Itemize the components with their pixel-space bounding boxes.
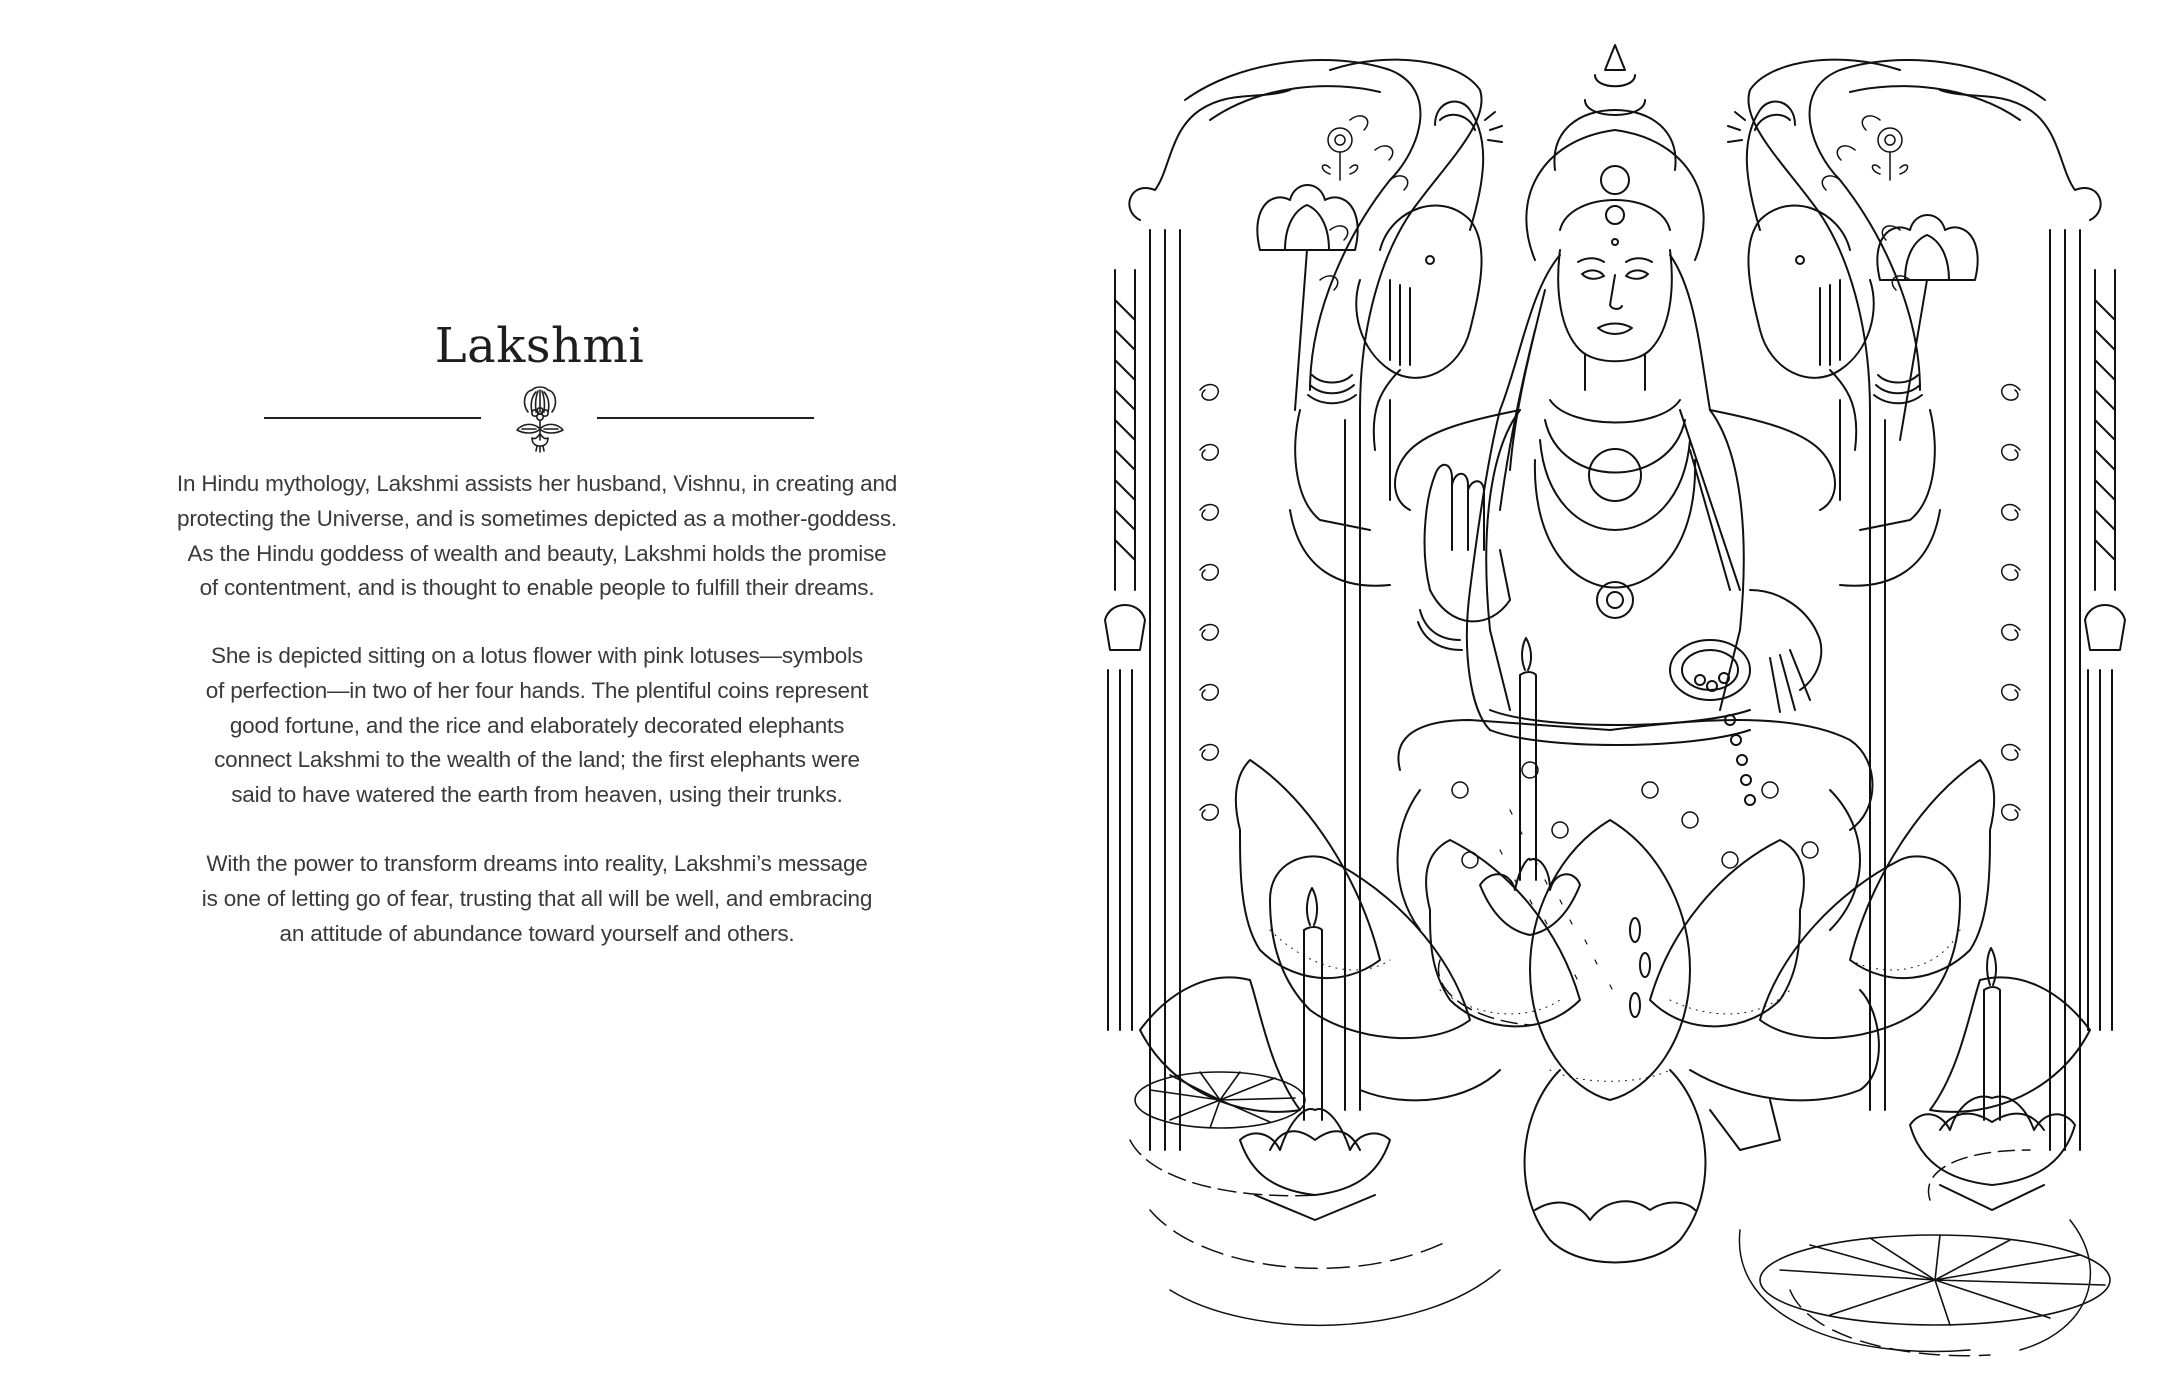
line: an attitude of abundance toward yourself and others. — [279, 920, 795, 946]
goddess-figure-icon — [1290, 45, 1940, 805]
line: In Hindu mythology, Lakshmi assists her husband, Vishnu, in creating and — [176, 471, 898, 496]
lakshmi-illustration — [1090, 30, 2140, 1375]
line: As the Hindu goddess of wealth and beauty, Lakshmi holds the promise — [187, 540, 887, 566]
paragraph-1 — [137, 467, 937, 606]
paragraph-2 — [137, 639, 937, 813]
candle-lotus-center-icon — [1480, 638, 1580, 935]
page-title: Lakshmi — [434, 318, 645, 374]
line: of perfection—in two of her four hands. The plentiful coins represent — [205, 677, 869, 703]
line: She is depicted sitting on a lotus flower with pink lotuses—symbols — [211, 643, 863, 668]
line: of contentment, and is thought to enable people to fulfill their dreams. — [199, 575, 875, 601]
line: good fortune, and the rice and elaborately decorated elephants — [229, 712, 845, 738]
line: connect Lakshmi to the wealth of the land; the first elephants were — [214, 747, 860, 773]
lily-pad-left-icon — [1135, 1072, 1305, 1128]
water-ripples-icon — [1130, 960, 2090, 1356]
line: said to have watered the earth from heaven, using their trunks. — [231, 782, 843, 808]
floral-motif-icon — [508, 382, 572, 454]
line: protecting the Universe, and is sometimes depicted as a mother-goddess. — [177, 505, 897, 531]
candle-lotus-left-icon — [1240, 888, 1390, 1220]
sari-lap-icon — [1398, 720, 1873, 989]
divider-left — [264, 417, 481, 419]
lily-pad-right-icon — [1760, 1235, 2110, 1325]
paragraph-3 — [137, 847, 937, 951]
elephant-right-icon — [1728, 102, 1874, 378]
line: With the power to transform dreams into reality, Lakshmi’s message — [206, 851, 868, 876]
lotus-in-hand-left-icon — [1257, 185, 1357, 410]
line: is one of letting go of fear, trusting that all will be well, and embracing — [201, 885, 873, 911]
elephant-left-icon — [1356, 102, 1502, 378]
lotus-in-hand-right-icon — [1877, 215, 1977, 440]
divider-right — [597, 417, 814, 419]
